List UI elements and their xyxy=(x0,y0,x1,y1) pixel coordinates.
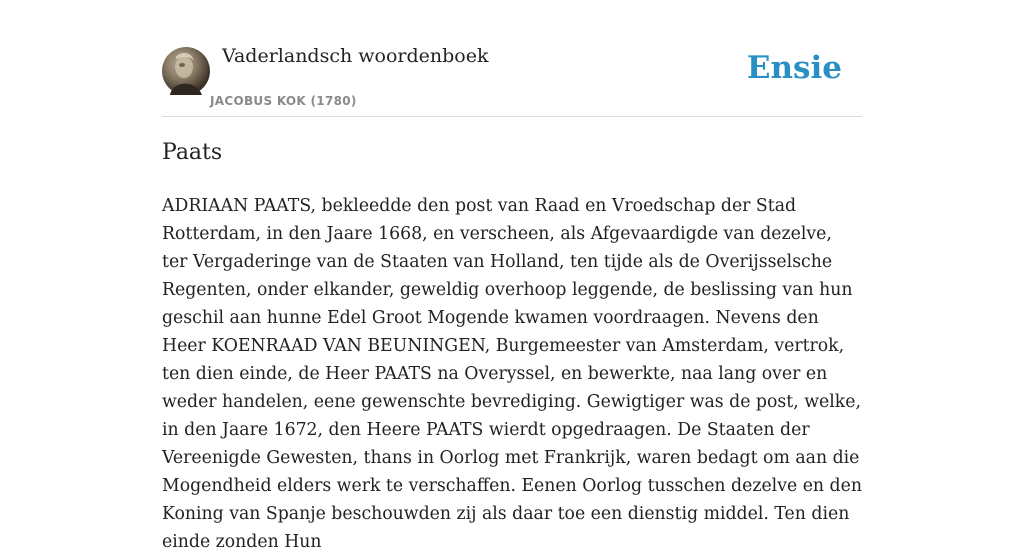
book-title[interactable]: Vaderlandsch woordenboek xyxy=(222,45,489,67)
brand-logo[interactable]: Ensie xyxy=(746,50,842,86)
header xyxy=(162,0,862,117)
author-name[interactable]: JACOBUS KOK (1780) xyxy=(210,94,357,108)
author-portrait-icon[interactable] xyxy=(162,47,210,95)
entry-title: Paats xyxy=(162,140,223,165)
entry-text: ADRIAAN PAATS, bekleedde den post van Raad en Vroedschap der Stad Rotterdam, in den Jaare 1668, en verscheen, als Afgevaardigde van dezelve, ter Vergaderinge van de Staaten van Holland, ten tijde als de Overijsselsche Regenten, onder elkander, geweldig overhoop leggende, de beslissing van hun geschil aan hunne Edel Groot Mogende kwamen voordraagen. Nevens den Heer KOENRAAD VAN BEUNINGEN, Burgemeester van Amsterdam, vertrok, ten dien einde, de Heer PAATS na Overyssel, en bewerkte, naa lang over en weder handelen, eene gewenschte bevrediging. Gewigtiger was de post, welke, in den Jaare 1672, den Heere PAATS wierdt opgedraagen. De Staaten der Vereenigde Gewesten, thans in Oorlog met Frankrijk, waren bedagt om aan die Mogendheid elders werk te verschaffen. Eenen Oorlog tusschen dezelve en den Koning van Spanje beschouwden zij als daar toe een dienstig middel. Ten dien einde zonden Hun xyxy=(162,196,862,552)
